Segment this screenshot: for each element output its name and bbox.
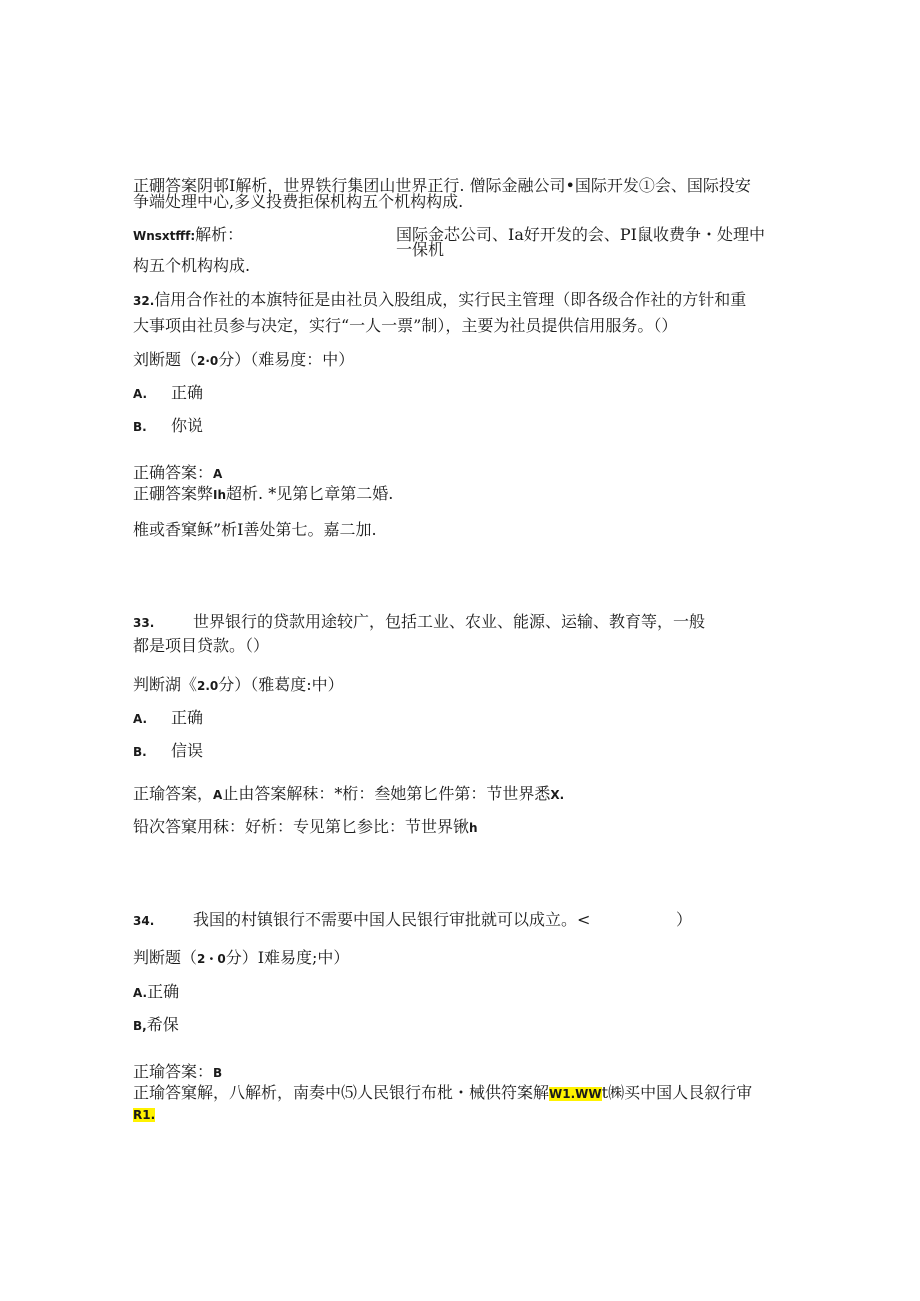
q34-option-b <box>133 1015 179 1036</box>
q34-answer-value: B <box>213 1066 223 1080</box>
q34-option-b-letter: B, <box>133 1019 147 1033</box>
q34-explain1-b: t㈱买中国人艮叙行审 <box>601 1083 753 1102</box>
q32-answer-label: 正确答案： <box>133 463 214 482</box>
q32-option-a <box>133 383 203 404</box>
q34-explain2-highlight: R1. <box>133 1108 156 1122</box>
q33-stem-text1: 世界银行的贷款用途较广，包括工业、农业、能源、运输、教育等，一般 <box>193 612 706 631</box>
q34-answer-label: 正瑜答案： <box>133 1062 214 1081</box>
q33-explain1-c: 止由答案解秣：*桁：叁她第匕件第：节世界悉 <box>222 784 551 803</box>
q33-explain2-a: 铅次答窠用秣：好析：专见第匕参比：节世界锹 <box>133 817 470 836</box>
q34-option-a-text: 正确 <box>147 982 180 1001</box>
q34-option-a-letter: A. <box>133 986 148 1000</box>
q33-score: 2.0 <box>197 679 219 693</box>
q32-option-a-text: 正确 <box>171 383 204 402</box>
q33-option-b <box>133 741 203 762</box>
q32-stem-line2: 大事项由社员参与决定，实行“一人一票”制），主要为社员提供信用服务。（） <box>133 316 678 335</box>
q33-explain1-b: A <box>213 788 223 802</box>
q32-option-b-text: 你说 <box>171 416 204 435</box>
q33-explanation-line2 <box>133 817 478 838</box>
q32-explanation-line1 <box>133 484 393 505</box>
q34-type-a: 判断题（ <box>133 948 198 967</box>
q34-answer <box>133 1062 222 1083</box>
q34-explain1-a: 正瑜答窠解，八解析，南奏中⑸人民银行布枇・械供符案解 <box>133 1083 550 1102</box>
q33-type-b: 分）（雅葛度:中） <box>218 675 344 694</box>
q33-stem-line1 <box>133 612 705 633</box>
q31-explanation-line2: 争端处理中心,多义投费拒保机构五个机构构成. <box>133 192 464 211</box>
q33-option-b-letter: B. <box>133 745 147 759</box>
q33-type-a: 判断湖《 <box>133 675 198 694</box>
q32-type <box>133 350 354 371</box>
q31-explanation-line1: 正硼答案阴邨I解析，世界铁行集团山世界正行. 僧际金融公司•国际开发①会、国际投安 <box>133 176 751 195</box>
q32-number: 32. <box>133 294 155 308</box>
q32-option-b <box>133 416 203 437</box>
q31-explanation-line5: 构五个机构构成. <box>133 256 251 275</box>
q33-type <box>133 675 344 696</box>
q31-explanation-line3-right: 国际金芯公司、Ia好开发的会、PI鼠收费争・处理中 <box>396 225 765 244</box>
q32-score: 2·0 <box>197 354 219 368</box>
q33-stem-line2: 都是项目贷款。（） <box>133 636 270 655</box>
q32-explain1-a: 正硼答案弊 <box>133 484 214 503</box>
q32-type-a: 刘断题（ <box>133 350 198 369</box>
q32-stem-line1 <box>133 290 746 311</box>
q32-type-b: 分）（难易度：中） <box>218 350 355 369</box>
q32-explain1-b: Ih <box>213 488 227 502</box>
q34-option-b-text: 希保 <box>146 1015 179 1034</box>
q33-option-a <box>133 708 203 729</box>
q31-explanation-label-text: 解析： <box>195 225 244 244</box>
q34-explanation-line1 <box>133 1083 752 1104</box>
q33-option-a-letter: A. <box>133 712 148 726</box>
q32-explanation-line2: 椎或香窠稣”析I善处第七。嘉二加. <box>133 520 377 539</box>
q33-option-a-text: 正确 <box>171 708 204 727</box>
q32-option-b-letter: B. <box>133 420 147 434</box>
q32-answer <box>133 463 222 484</box>
q33-explain2-b: h <box>469 821 478 835</box>
q34-type <box>133 948 349 969</box>
q31-explanation-line3 <box>133 225 243 246</box>
q34-score: 2・0 <box>197 952 226 966</box>
q31-explanation-line4-right: 一保机 <box>396 240 445 259</box>
q34-number: 34. <box>133 914 155 928</box>
q33-explain1-d: X. <box>550 788 565 802</box>
q32-stem-text1: 信用合作社的本旗特征是由社员入股组成，实行民主管理（即各级合作社的方针和重 <box>154 290 747 309</box>
q34-explanation-line2 <box>133 1104 155 1125</box>
q32-answer-value: A <box>213 467 223 481</box>
q34-type-b: 分）I难易度;中） <box>225 948 350 967</box>
q33-option-b-text: 信误 <box>171 741 204 760</box>
q34-option-a <box>133 982 179 1003</box>
q33-explain1-a: 正瑜答案， <box>133 784 214 803</box>
q33-explanation-line1 <box>133 784 564 805</box>
q34-stem-paren-close: ） <box>676 910 693 929</box>
q32-explain1-c: 超析. *见第匕章第二婚. <box>226 484 394 503</box>
q31-explanation-label: Wnsxtfff: <box>133 229 196 243</box>
q32-option-a-letter: A. <box>133 387 148 401</box>
q34-stem-line1 <box>133 910 590 931</box>
q33-number: 33. <box>133 616 155 630</box>
q34-stem-text1: 我国的村镇银行不需要中国人民银行审批就可以成立。< <box>193 910 591 929</box>
q34-explain1-highlight: W1.WW <box>549 1087 602 1101</box>
